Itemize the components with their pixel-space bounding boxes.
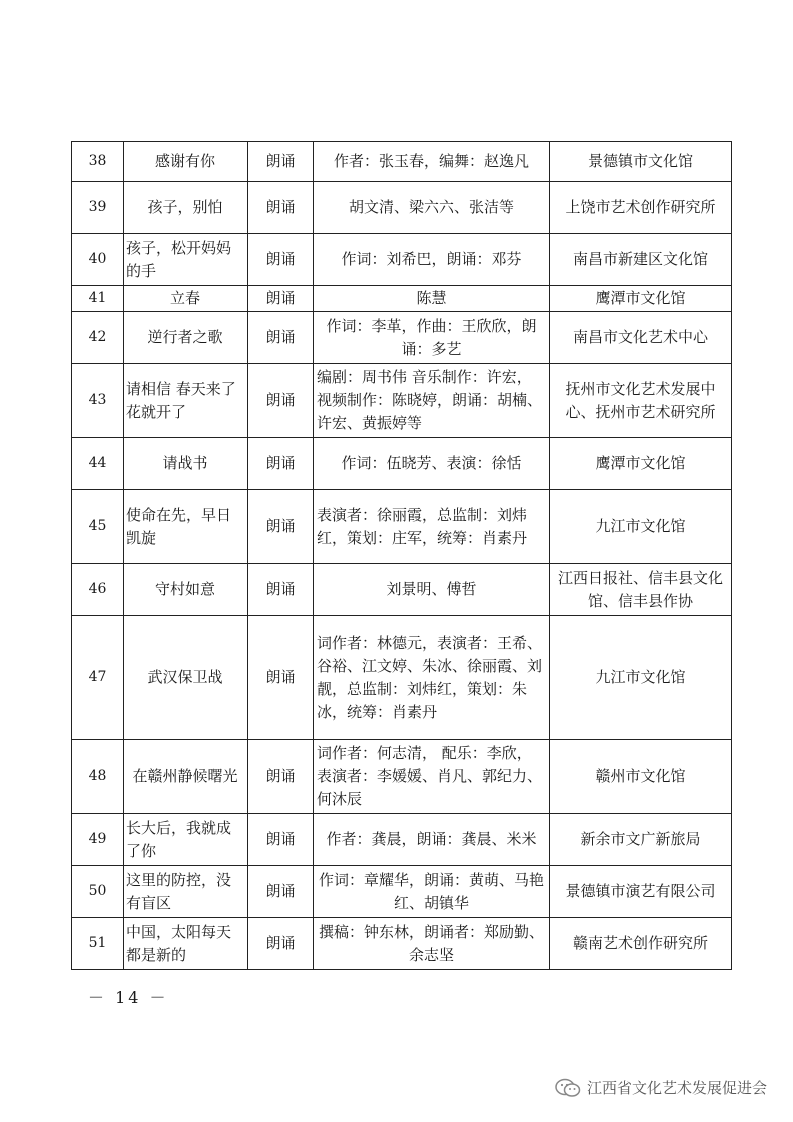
program-type: 朗诵	[248, 142, 314, 182]
row-number: 51	[72, 918, 124, 970]
table-row	[72, 918, 732, 970]
wechat-icon	[555, 1078, 581, 1098]
program-title: 使命在先，早日凯旋	[124, 490, 248, 564]
program-organization: 景德镇市文化馆	[550, 142, 732, 182]
program-credits: 表演者：徐丽霞，总监制：刘炜红，策划：庄军，统筹：肖素丹	[314, 490, 550, 564]
program-credits: 词作者：林德元，表演者：王希、谷裕、江文婷、朱冰、徐丽霞、刘靓，总监制：刘炜红，策划：朱冰，统筹：肖素丹	[314, 616, 550, 740]
program-credits: 撰稿：钟东林，朗诵者：郑励勤、余志坚	[314, 918, 550, 970]
row-number: 49	[72, 814, 124, 866]
program-organization: 鹰潭市文化馆	[550, 286, 732, 312]
program-credits: 作词：伍晓芳、表演：徐恬	[314, 438, 550, 490]
program-organization: 上饶市艺术创作研究所	[550, 182, 732, 234]
program-credits: 作者：张玉春，编舞：赵逸凡	[314, 142, 550, 182]
program-organization: 新余市文广新旅局	[550, 814, 732, 866]
program-title: 孩子，松开妈妈的手	[124, 234, 248, 286]
row-number: 41	[72, 286, 124, 312]
program-type: 朗诵	[248, 918, 314, 970]
row-number: 39	[72, 182, 124, 234]
program-type: 朗诵	[248, 564, 314, 616]
program-title: 立春	[124, 286, 248, 312]
program-organization: 景德镇市演艺有限公司	[550, 866, 732, 918]
program-organization: 南昌市新建区文化馆	[550, 234, 732, 286]
program-organization: 抚州市文化艺术发展中心、抚州市艺术研究所	[550, 364, 732, 438]
program-type: 朗诵	[248, 740, 314, 814]
program-credits: 作词：章耀华，朗诵：黄萌、马艳红、胡镇华	[314, 866, 550, 918]
row-number: 47	[72, 616, 124, 740]
row-number: 42	[72, 312, 124, 364]
program-title: 在赣州静候曙光	[124, 740, 248, 814]
program-title: 孩子，别怕	[124, 182, 248, 234]
program-title: 武汉保卫战	[124, 616, 248, 740]
program-type: 朗诵	[248, 182, 314, 234]
row-number: 48	[72, 740, 124, 814]
program-type: 朗诵	[248, 234, 314, 286]
table-row	[72, 234, 732, 286]
program-type: 朗诵	[248, 364, 314, 438]
table-row	[72, 616, 732, 740]
program-type: 朗诵	[248, 438, 314, 490]
table-row	[72, 814, 732, 866]
program-organization: 九江市文化馆	[550, 616, 732, 740]
program-credits: 作者：龚晨，朗诵：龚晨、米米	[314, 814, 550, 866]
program-organization: 赣州市文化馆	[550, 740, 732, 814]
program-title: 中国，太阳每天都是新的	[124, 918, 248, 970]
program-credits: 陈慧	[314, 286, 550, 312]
program-type: 朗诵	[248, 312, 314, 364]
program-type: 朗诵	[248, 866, 314, 918]
row-number: 46	[72, 564, 124, 616]
row-number: 38	[72, 142, 124, 182]
program-title: 长大后，我就成了你	[124, 814, 248, 866]
table-row	[72, 438, 732, 490]
row-number: 44	[72, 438, 124, 490]
program-type: 朗诵	[248, 490, 314, 564]
row-number: 45	[72, 490, 124, 564]
row-number: 50	[72, 866, 124, 918]
watermark	[555, 1077, 767, 1098]
program-title: 守村如意	[124, 564, 248, 616]
program-organization: 江西日报社、信丰县文化馆、信丰县作协	[550, 564, 732, 616]
page-number: － 14 －	[88, 988, 169, 1007]
program-title: 请相信 春天来了花就开了	[124, 364, 248, 438]
table-row	[72, 286, 732, 312]
program-title: 这里的防控，没有盲区	[124, 866, 248, 918]
program-organization: 鹰潭市文化馆	[550, 438, 732, 490]
table-row	[72, 866, 732, 918]
watermark-text: 江西省文化艺术发展促进会	[586, 1079, 767, 1097]
program-organization: 九江市文化馆	[550, 490, 732, 564]
program-table	[71, 141, 732, 970]
program-type: 朗诵	[248, 814, 314, 866]
program-organization: 南昌市文化艺术中心	[550, 312, 732, 364]
program-title: 逆行者之歌	[124, 312, 248, 364]
program-credits: 胡文清、梁六六、张洁等	[314, 182, 550, 234]
table-row	[72, 312, 732, 364]
table-row	[72, 490, 732, 564]
program-organization: 赣南艺术创作研究所	[550, 918, 732, 970]
row-number: 40	[72, 234, 124, 286]
program-title: 感谢有你	[124, 142, 248, 182]
program-type: 朗诵	[248, 286, 314, 312]
row-number: 43	[72, 364, 124, 438]
program-credits: 作词：刘希巴，朗诵：邓芬	[314, 234, 550, 286]
program-title: 请战书	[124, 438, 248, 490]
table-row	[72, 364, 732, 438]
program-credits: 作词：李革，作曲：王欣欣，朗诵：多艺	[314, 312, 550, 364]
program-credits: 词作者：何志清， 配乐：李欣，表演者：李媛媛、肖凡、郭纪力、何沐辰	[314, 740, 550, 814]
table-row	[72, 564, 732, 616]
program-credits: 编剧：周书伟 音乐制作：许宏，视频制作：陈晓婷，朗诵：胡楠、许宏、黄振婷等	[314, 364, 550, 438]
table-row	[72, 142, 732, 182]
program-credits: 刘景明、傅哲	[314, 564, 550, 616]
table-row	[72, 740, 732, 814]
program-type: 朗诵	[248, 616, 314, 740]
table-row	[72, 182, 732, 234]
